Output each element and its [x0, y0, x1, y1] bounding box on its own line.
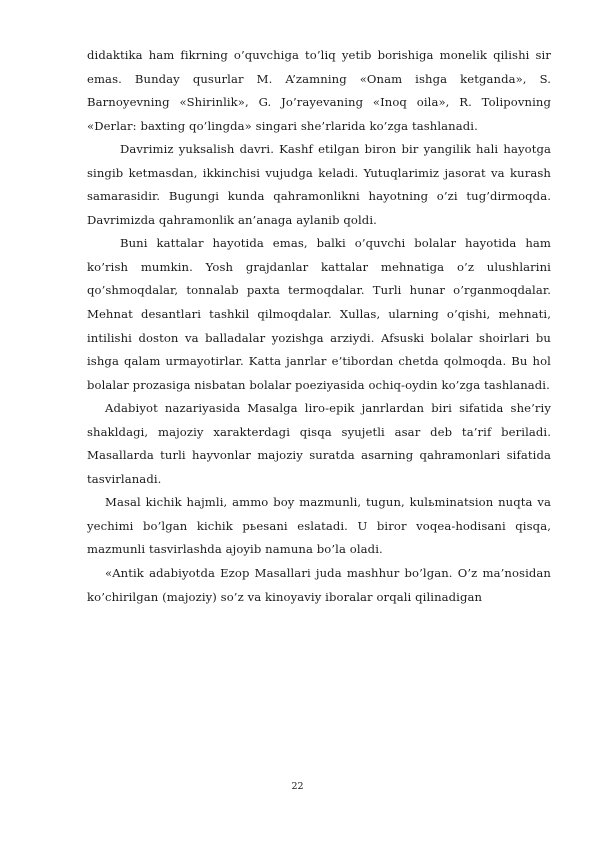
page-number: 22	[291, 781, 304, 792]
paragraph-continuation: didaktika ham fikrning o’quvchiga to’liq yetib borishiga monelik qilishi sir emas. Bunday qusurlar M. A’zamning «Onam ishga ketganda», S. Barnoyevning «Shirinlik», G. Jo’rayevaning «Inoq oila», R. Tolipovning «Derlar: baxting qo’lingda» singari she’rlarida ko’zga tashlanadi.	[87, 48, 551, 133]
paragraph-davrimiz: Davrimiz yuksalish davri. Kashf etilgan biron bir yangilik hali hayotga singib ketmasdan, ikkinchisi vujudga keladi. Yutuqlarimiz jasorat va kurash samarasidir. Bugungi kunda qahramonlikni hayotning o’zi tug’dirmoqda. Davrimizda qahramonlik an’anaga aylanib qoldi.	[87, 142, 551, 227]
paragraph-buni-kattalar: Buni kattalar hayotida emas, balki o’quvchi bolalar hayotida ham ko’rish mumkin. Yosh grajdanlar kattalar mehnatiga o’z ulushlarini qo’shmoqdalar, tonnalab paxta termoqdalar. Turli hunar o’rganmoqdalar. Mehnat desantlari tashkil qilmoqdalar. Xullas, ularning o’qishi, mehnati, intilishi doston va balladalar yozishga arziydi. Afsuski bolalar shoirlari bu ishga qalam urmayotirlar. Katta janrlar e’tibordan chetda qolmoqda. Bu hol bolalar prozasiga nisbatan bolalar poeziyasida ochiq-oydin ko’zga tashlanadi.	[87, 236, 551, 392]
body-text	[87, 44, 551, 609]
paragraph-antik-adabiyot: «Antik adabiyotda Ezop Masallari juda mashhur bo’lgan. O’z ma’nosidan ko’chirilgan (majoziy) so’z va kinoyaviy iboralar orqali qilinadigan	[87, 566, 551, 604]
paragraph-adabiyot-nazariyasida: Adabiyot nazariyasida Masalga liro-epik janrlardan biri sifatida she’riy shakldagi, majoziy xarakterdagi qisqa syujetli asar deb ta’rif beriladi. Masallarda turli hayvonlar majoziy suratda asarning qahramonlari sifatida tasvirlanadi.	[87, 401, 551, 486]
paragraph-masal-kichik: Masal kichik hajmli, ammo boy mazmunli, tugun, kulьminatsion nuqta va yechimi bo’lgan kichik pьesani eslatadi. U biror voqea-hodisani qisqa, mazmunli tasvirlashda ajoyib namuna bo’la oladi.	[87, 495, 551, 557]
